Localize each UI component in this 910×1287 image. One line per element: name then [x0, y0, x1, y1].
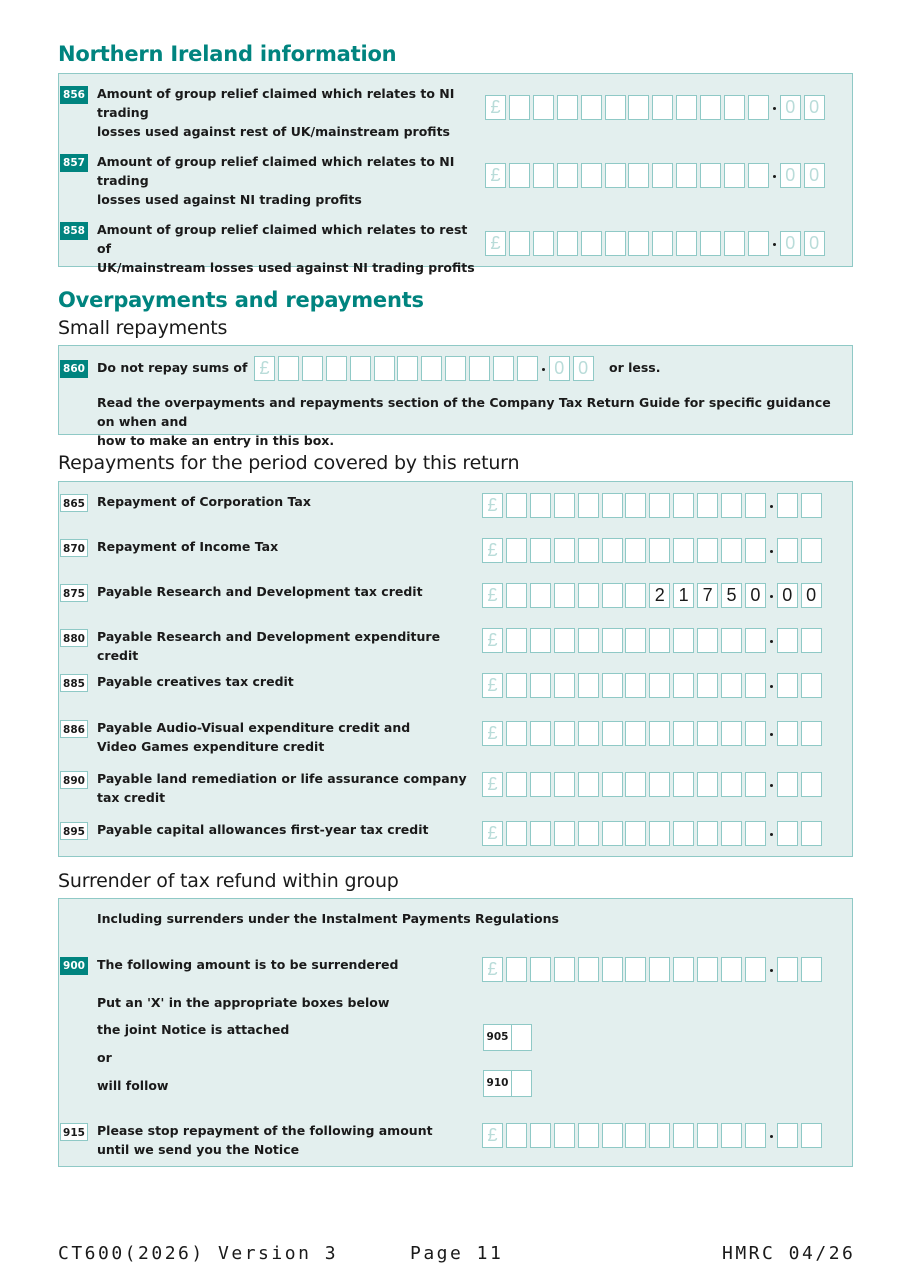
repay-row-label-895 [97, 820, 477, 839]
small-repay-860-pounds-digit-cell[interactable] [397, 356, 418, 381]
ni-858-pounds-digit-cell[interactable] [676, 231, 697, 256]
stop-repayment-line1: Please stop repayment of the following amount [97, 1123, 433, 1138]
repay-886-pence-digit-cell[interactable] [801, 721, 822, 746]
repay-895-pounds-digit-cell[interactable] [625, 821, 646, 846]
ni-856-pounds-digit-cell[interactable] [748, 95, 769, 120]
repay-880-pounds-digit-cell[interactable] [745, 628, 766, 653]
box-number-910: 910 [484, 1071, 512, 1096]
repay-880-pence-digit-cell[interactable] [801, 628, 822, 653]
repay-895-pounds-digit-cell[interactable] [530, 821, 551, 846]
repay-870-pounds-digit-cell[interactable] [602, 538, 623, 563]
repay-875-pounds-digit-cell[interactable] [625, 583, 646, 608]
surrender-900-pounds-digit-cell[interactable] [721, 957, 742, 982]
ni-857-pounds-digit-cell[interactable] [652, 163, 673, 188]
small-repay-860-pounds-digit-cell[interactable] [350, 356, 371, 381]
surrender-900-pence-digit-cell[interactable] [777, 957, 798, 982]
repay-885-pounds-digit-cell[interactable] [506, 673, 527, 698]
repay-890-pounds-digit-cell[interactable] [649, 772, 670, 797]
repay-870-pounds-digit-cell[interactable] [721, 538, 742, 563]
will-follow-label: will follow [97, 1078, 169, 1093]
repay-row-label-890 [97, 769, 477, 807]
repay-885-pounds-digit-cell[interactable] [721, 673, 742, 698]
ni-856-pence-digit-cell[interactable]: 0 [804, 95, 825, 120]
ni-section-title: Northern Ireland information [58, 42, 397, 66]
box-number-915: 915 [60, 1123, 88, 1141]
small-repayments-title: Small repayments [58, 317, 228, 339]
repay-895-pounds-digit-cell[interactable] [649, 821, 670, 846]
repay-895-pence-digit-cell[interactable] [801, 821, 822, 846]
repay-865-pounds-digit-cell[interactable] [602, 493, 623, 518]
stop-repayment-915-decimal-point [770, 1135, 773, 1138]
small-repay-860-pence-digit-cell[interactable]: 0 [549, 356, 570, 381]
box-number-870: 870 [60, 539, 88, 557]
box-number-900: 900 [60, 957, 88, 975]
repay-870-pounds-digit-cell[interactable] [625, 538, 646, 563]
repay-row-label-885 [97, 672, 477, 691]
repay-885-pence-digit-cell[interactable] [777, 673, 798, 698]
ni-856-currency-cell: £ [485, 95, 506, 120]
repay-875-pounds-digit-cell[interactable] [506, 583, 527, 608]
repayments-period-title: Repayments for the period covered by this return [58, 452, 520, 474]
ni-857-pounds-digit-cell[interactable] [605, 163, 626, 188]
repay-870-pence-digit-cell[interactable] [801, 538, 822, 563]
stop-repayment-915-pounds-digit-cell[interactable] [625, 1123, 646, 1148]
ni-858-pence-digit-cell[interactable]: 0 [804, 231, 825, 256]
ni-857-currency-cell: £ [485, 163, 506, 188]
repay-870-pounds-digit-cell[interactable] [745, 538, 766, 563]
repay-870-pounds-digit-cell[interactable] [578, 538, 599, 563]
repay-row-label-line1: Payable capital allowances first-year tax credit [97, 822, 429, 837]
ni-858-pounds-digit-cell[interactable] [557, 231, 578, 256]
stop-repayment-line2: until we send you the Notice [97, 1142, 300, 1157]
repay-895-pounds-digit-cell[interactable] [578, 821, 599, 846]
repay-886-pounds-digit-cell[interactable] [625, 721, 646, 746]
surrender-900-pounds-digit-cell[interactable] [745, 957, 766, 982]
will-follow-checkbox[interactable] [483, 1070, 532, 1097]
repay-865-pounds-digit-cell[interactable] [673, 493, 694, 518]
ni-858-pounds-digit-cell[interactable] [748, 231, 769, 256]
repay-885-pounds-digit-cell[interactable] [745, 673, 766, 698]
repay-890-pounds-digit-cell[interactable] [506, 772, 527, 797]
repay-886-pounds-digit-cell[interactable] [506, 721, 527, 746]
box-number-886: 886 [60, 720, 88, 738]
stop-repayment-915-pounds-digit-cell[interactable] [530, 1123, 551, 1148]
repay-895-pounds-digit-cell[interactable] [506, 821, 527, 846]
repay-886-pounds-digit-cell[interactable] [578, 721, 599, 746]
repay-895-pounds-digit-cell[interactable] [745, 821, 766, 846]
repay-875-pounds-digit-cell[interactable]: 7 [697, 583, 718, 608]
surrender-900-pounds-digit-cell[interactable] [649, 957, 670, 982]
repay-row-label-line1: Repayment of Income Tax [97, 539, 279, 554]
repay-880-currency-cell: £ [482, 628, 503, 653]
repay-885-pounds-digit-cell[interactable] [697, 673, 718, 698]
small-repay-note-line1: Read the overpayments and repayments section of the Company Tax Return Guide for specific guidance on when and [97, 395, 831, 429]
ni-row-label-856 [97, 84, 477, 141]
small-repay-860-decimal-point [542, 368, 545, 371]
repay-885-decimal-point [770, 685, 773, 688]
ni-row-label-line2: UK/mainstream losses used against NI trading profits [97, 260, 475, 275]
repay-890-pence-digit-cell[interactable] [801, 772, 822, 797]
repay-886-pounds-digit-cell[interactable] [649, 721, 670, 746]
repay-870-pounds-digit-cell[interactable] [554, 538, 575, 563]
small-repay-note [97, 393, 837, 450]
repay-row-label-line1: Payable land remediation or life assurance company [97, 771, 467, 786]
repay-886-pence-digit-cell[interactable] [777, 721, 798, 746]
repay-875-pence-digit-cell[interactable]: 0 [801, 583, 822, 608]
repay-895-pounds-digit-cell[interactable] [554, 821, 575, 846]
repay-890-pounds-digit-cell[interactable] [554, 772, 575, 797]
ni-857-pounds-digit-cell[interactable] [509, 163, 530, 188]
ni-857-pounds-digit-cell[interactable] [557, 163, 578, 188]
surrender-intro: Including surrenders under the Instalment Payments Regulations [97, 911, 559, 926]
box-number-856: 856 [60, 86, 88, 104]
repay-row-label-865 [97, 492, 477, 511]
repay-890-pounds-digit-cell[interactable] [697, 772, 718, 797]
repay-886-decimal-point [770, 733, 773, 736]
ni-858-pounds-digit-cell[interactable] [605, 231, 626, 256]
repay-row-label-886 [97, 718, 477, 756]
ni-857-pence-digit-cell[interactable]: 0 [780, 163, 801, 188]
repay-885-pounds-digit-cell[interactable] [625, 673, 646, 698]
box-number-890: 890 [60, 771, 88, 789]
repay-875-pence-digit-cell[interactable]: 0 [777, 583, 798, 608]
ni-856-pounds-digit-cell[interactable] [676, 95, 697, 120]
repay-870-pounds-digit-cell[interactable] [673, 538, 694, 563]
repay-875-pounds-digit-cell[interactable] [554, 583, 575, 608]
repay-row-label-875 [97, 582, 477, 601]
repay-895-pounds-digit-cell[interactable] [721, 821, 742, 846]
repay-865-pounds-digit-cell[interactable] [578, 493, 599, 518]
repay-880-pounds-digit-cell[interactable] [625, 628, 646, 653]
ni-858-pounds-digit-cell[interactable] [509, 231, 530, 256]
small-repay-860-pounds-digit-cell[interactable] [421, 356, 442, 381]
repay-row-label-870 [97, 537, 477, 556]
overpayments-section-title: Overpayments and repayments [58, 288, 424, 312]
repay-865-pence-digit-cell[interactable] [777, 493, 798, 518]
repay-895-pounds-digit-cell[interactable] [697, 821, 718, 846]
small-repay-860-pounds-digit-cell[interactable] [469, 356, 490, 381]
repay-890-pounds-digit-cell[interactable] [673, 772, 694, 797]
repay-870-pence-digit-cell[interactable] [777, 538, 798, 563]
repay-865-currency-cell: £ [482, 493, 503, 518]
repay-870-pounds-digit-cell[interactable] [506, 538, 527, 563]
repay-865-pounds-digit-cell[interactable] [554, 493, 575, 518]
repay-870-decimal-point [770, 550, 773, 553]
box-number-880: 880 [60, 629, 88, 647]
surrender-900-pounds-digit-cell[interactable] [554, 957, 575, 982]
repay-875-pounds-digit-cell[interactable] [578, 583, 599, 608]
ni-858-currency-cell: £ [485, 231, 506, 256]
box-number-860: 860 [60, 360, 88, 378]
small-repay-860-pounds-digit-cell[interactable] [326, 356, 347, 381]
stop-repayment-915-pounds-digit-cell[interactable] [673, 1123, 694, 1148]
repay-890-pounds-digit-cell[interactable] [602, 772, 623, 797]
stop-repayment-915-pence-digit-cell[interactable] [777, 1123, 798, 1148]
surrender-section-title: Surrender of tax refund within group [58, 870, 399, 892]
repay-875-pounds-digit-cell[interactable]: 5 [721, 583, 742, 608]
box-number-885: 885 [60, 674, 88, 692]
repay-890-decimal-point [770, 784, 773, 787]
ni-856-pounds-digit-cell[interactable] [700, 95, 721, 120]
repay-875-pounds-digit-cell[interactable] [530, 583, 551, 608]
repay-875-pounds-digit-cell[interactable]: 1 [673, 583, 694, 608]
or-less-label: or less. [609, 360, 661, 375]
repay-886-pounds-digit-cell[interactable] [721, 721, 742, 746]
repay-890-currency-cell: £ [482, 772, 503, 797]
stop-repayment-915-pounds-digit-cell[interactable] [721, 1123, 742, 1148]
repay-880-pounds-digit-cell[interactable] [649, 628, 670, 653]
ni-858-decimal-point [773, 243, 776, 246]
ni-858-pounds-digit-cell[interactable] [724, 231, 745, 256]
small-repay-860-pounds-digit-cell[interactable] [445, 356, 466, 381]
box-number-895: 895 [60, 822, 88, 840]
repay-890-pence-digit-cell[interactable] [777, 772, 798, 797]
repay-886-currency-cell: £ [482, 721, 503, 746]
ni-856-decimal-point [773, 107, 776, 110]
surrender-amount-label: The following amount is to be surrendered [97, 957, 399, 972]
ni-row-label-line1: Amount of group relief claimed which relates to NI trading [97, 86, 455, 120]
repay-row-label-line1: Payable Audio-Visual expenditure credit and [97, 720, 411, 735]
or-label: or [97, 1050, 112, 1065]
ni-858-pounds-digit-cell[interactable] [628, 231, 649, 256]
repay-865-pounds-digit-cell[interactable] [506, 493, 527, 518]
repay-890-pounds-digit-cell[interactable] [625, 772, 646, 797]
ni-858-pounds-digit-cell[interactable] [533, 231, 554, 256]
repay-880-pounds-digit-cell[interactable] [602, 628, 623, 653]
do-not-repay-label: Do not repay sums of [97, 360, 248, 375]
ni-856-pounds-digit-cell[interactable] [533, 95, 554, 120]
repay-865-pounds-digit-cell[interactable] [745, 493, 766, 518]
repay-895-currency-cell: £ [482, 821, 503, 846]
ni-row-label-line1: Amount of group relief claimed which relates to NI trading [97, 154, 455, 188]
stop-repayment-915-pounds-digit-cell[interactable] [649, 1123, 670, 1148]
ni-858-pounds-digit-cell[interactable] [652, 231, 673, 256]
surrender-900-pounds-digit-cell[interactable] [697, 957, 718, 982]
small-repay-860-pounds-digit-cell[interactable] [302, 356, 323, 381]
ni-856-pounds-digit-cell[interactable] [605, 95, 626, 120]
ni-856-pounds-digit-cell[interactable] [557, 95, 578, 120]
ni-856-pounds-digit-cell[interactable] [724, 95, 745, 120]
repay-865-pounds-digit-cell[interactable] [697, 493, 718, 518]
ni-856-pounds-digit-cell[interactable] [628, 95, 649, 120]
repay-885-pounds-digit-cell[interactable] [554, 673, 575, 698]
stop-repayment-label [97, 1121, 477, 1159]
surrender-900-pounds-digit-cell[interactable] [506, 957, 527, 982]
surrender-900-pounds-digit-cell[interactable] [530, 957, 551, 982]
box-number-875: 875 [60, 584, 88, 602]
box-number-905: 905 [484, 1025, 512, 1050]
repay-865-decimal-point [770, 505, 773, 508]
repay-870-pounds-digit-cell[interactable] [530, 538, 551, 563]
stop-repayment-915-currency-cell: £ [482, 1123, 503, 1148]
stop-repayment-915-pence-digit-cell[interactable] [801, 1123, 822, 1148]
footer-form-version: CT600(2026) Version 3 [58, 1243, 339, 1264]
ni-857-pounds-digit-cell[interactable] [700, 163, 721, 188]
repay-880-pounds-digit-cell[interactable] [554, 628, 575, 653]
ni-857-pounds-digit-cell[interactable] [724, 163, 745, 188]
small-repay-note-line2: how to make an entry in this box. [97, 433, 335, 448]
surrender-900-pounds-digit-cell[interactable] [578, 957, 599, 982]
footer-hmrc-date: HMRC 04/26 [722, 1243, 856, 1264]
repay-865-pounds-digit-cell[interactable] [649, 493, 670, 518]
surrender-900-pounds-digit-cell[interactable] [602, 957, 623, 982]
small-repay-860-pence-digit-cell[interactable]: 0 [573, 356, 594, 381]
repay-880-pounds-digit-cell[interactable] [578, 628, 599, 653]
box-number-857: 857 [60, 154, 88, 172]
surrender-900-pounds-digit-cell[interactable] [625, 957, 646, 982]
repay-890-pounds-digit-cell[interactable] [530, 772, 551, 797]
ni-857-decimal-point [773, 175, 776, 178]
ni-856-pounds-digit-cell[interactable] [581, 95, 602, 120]
repay-890-pounds-digit-cell[interactable] [721, 772, 742, 797]
repay-875-pounds-digit-cell[interactable]: 2 [649, 583, 670, 608]
ni-856-pence-digit-cell[interactable]: 0 [780, 95, 801, 120]
repay-895-decimal-point [770, 833, 773, 836]
repay-886-pounds-digit-cell[interactable] [697, 721, 718, 746]
repay-886-pounds-digit-cell[interactable] [745, 721, 766, 746]
repay-880-pence-digit-cell[interactable] [777, 628, 798, 653]
repay-890-pounds-digit-cell[interactable] [578, 772, 599, 797]
ni-857-pounds-digit-cell[interactable] [581, 163, 602, 188]
repay-865-pence-digit-cell[interactable] [801, 493, 822, 518]
ni-858-pence-digit-cell[interactable]: 0 [780, 231, 801, 256]
repay-895-pence-digit-cell[interactable] [777, 821, 798, 846]
joint-notice-label: the joint Notice is attached [97, 1022, 290, 1037]
repay-875-currency-cell: £ [482, 583, 503, 608]
repay-880-pounds-digit-cell[interactable] [506, 628, 527, 653]
repay-885-pounds-digit-cell[interactable] [649, 673, 670, 698]
ni-858-pounds-digit-cell[interactable] [581, 231, 602, 256]
ni-row-label-line2: losses used against NI trading profits [97, 192, 362, 207]
repay-row-label-line2: tax credit [97, 790, 166, 805]
ni-row-label-858 [97, 220, 477, 277]
surrender-900-currency-cell: £ [482, 957, 503, 982]
repay-880-pounds-digit-cell[interactable] [673, 628, 694, 653]
ni-row-label-line1: Amount of group relief claimed which relates to rest of [97, 222, 468, 256]
stop-repayment-915-pounds-digit-cell[interactable] [506, 1123, 527, 1148]
ni-857-pounds-digit-cell[interactable] [533, 163, 554, 188]
repay-886-pounds-digit-cell[interactable] [673, 721, 694, 746]
repay-885-currency-cell: £ [482, 673, 503, 698]
ni-856-pounds-digit-cell[interactable] [652, 95, 673, 120]
repay-885-pounds-digit-cell[interactable] [602, 673, 623, 698]
small-repay-860-pounds-digit-cell[interactable] [493, 356, 514, 381]
repay-row-label-line1: Payable creatives tax credit [97, 674, 294, 689]
ni-857-pence-digit-cell[interactable]: 0 [804, 163, 825, 188]
box-number-865: 865 [60, 494, 88, 512]
stop-repayment-915-pounds-digit-cell[interactable] [697, 1123, 718, 1148]
repay-880-pounds-digit-cell[interactable] [697, 628, 718, 653]
repay-895-pounds-digit-cell[interactable] [673, 821, 694, 846]
ni-857-pounds-digit-cell[interactable] [628, 163, 649, 188]
ni-row-label-line2: losses used against rest of UK/mainstream profits [97, 124, 450, 139]
repay-865-pounds-digit-cell[interactable] [721, 493, 742, 518]
repay-880-pounds-digit-cell[interactable] [530, 628, 551, 653]
joint-notice-checkbox[interactable] [483, 1024, 532, 1051]
repay-870-currency-cell: £ [482, 538, 503, 563]
repay-875-pounds-digit-cell[interactable] [602, 583, 623, 608]
surrender-900-decimal-point [770, 969, 773, 972]
repay-870-pounds-digit-cell[interactable] [649, 538, 670, 563]
small-repay-860-pounds-digit-cell[interactable] [517, 356, 538, 381]
surrender-900-pence-digit-cell[interactable] [801, 957, 822, 982]
repay-886-pounds-digit-cell[interactable] [602, 721, 623, 746]
repay-row-label-880 [97, 627, 477, 665]
ni-row-label-857 [97, 152, 477, 209]
stop-repayment-915-pounds-digit-cell[interactable] [554, 1123, 575, 1148]
stop-repayment-915-pounds-digit-cell[interactable] [745, 1123, 766, 1148]
repay-885-pounds-digit-cell[interactable] [673, 673, 694, 698]
repay-865-pounds-digit-cell[interactable] [530, 493, 551, 518]
repay-885-pounds-digit-cell[interactable] [530, 673, 551, 698]
small-repay-860-pounds-digit-cell[interactable] [374, 356, 395, 381]
footer-page-number: Page 11 [410, 1243, 504, 1264]
repay-row-label-line1: Repayment of Corporation Tax [97, 494, 311, 509]
small-repay-860-currency-cell: £ [254, 356, 275, 381]
repay-890-pounds-digit-cell[interactable] [745, 772, 766, 797]
repay-886-pounds-digit-cell[interactable] [554, 721, 575, 746]
repay-880-decimal-point [770, 640, 773, 643]
repay-row-label-line2: Video Games expenditure credit [97, 739, 325, 754]
repay-875-decimal-point [770, 595, 773, 598]
repay-885-pounds-digit-cell[interactable] [578, 673, 599, 698]
ni-858-pounds-digit-cell[interactable] [700, 231, 721, 256]
repay-875-pounds-digit-cell[interactable]: 0 [745, 583, 766, 608]
repay-870-pounds-digit-cell[interactable] [697, 538, 718, 563]
stop-repayment-915-pounds-digit-cell[interactable] [578, 1123, 599, 1148]
ni-856-pounds-digit-cell[interactable] [509, 95, 530, 120]
repay-895-pounds-digit-cell[interactable] [602, 821, 623, 846]
repay-885-pence-digit-cell[interactable] [801, 673, 822, 698]
stop-repayment-915-pounds-digit-cell[interactable] [602, 1123, 623, 1148]
box-number-858: 858 [60, 222, 88, 240]
put-x-instruction: Put an 'X' in the appropriate boxes below [97, 995, 390, 1010]
small-repay-860-pounds-digit-cell[interactable] [278, 356, 299, 381]
ni-857-pounds-digit-cell[interactable] [676, 163, 697, 188]
surrender-900-pounds-digit-cell[interactable] [673, 957, 694, 982]
repay-row-label-line1: Payable Research and Development expenditure credit [97, 629, 441, 663]
repay-880-pounds-digit-cell[interactable] [721, 628, 742, 653]
repay-886-pounds-digit-cell[interactable] [530, 721, 551, 746]
repay-row-label-line1: Payable Research and Development tax credit [97, 584, 423, 599]
ni-857-pounds-digit-cell[interactable] [748, 163, 769, 188]
repay-865-pounds-digit-cell[interactable] [625, 493, 646, 518]
